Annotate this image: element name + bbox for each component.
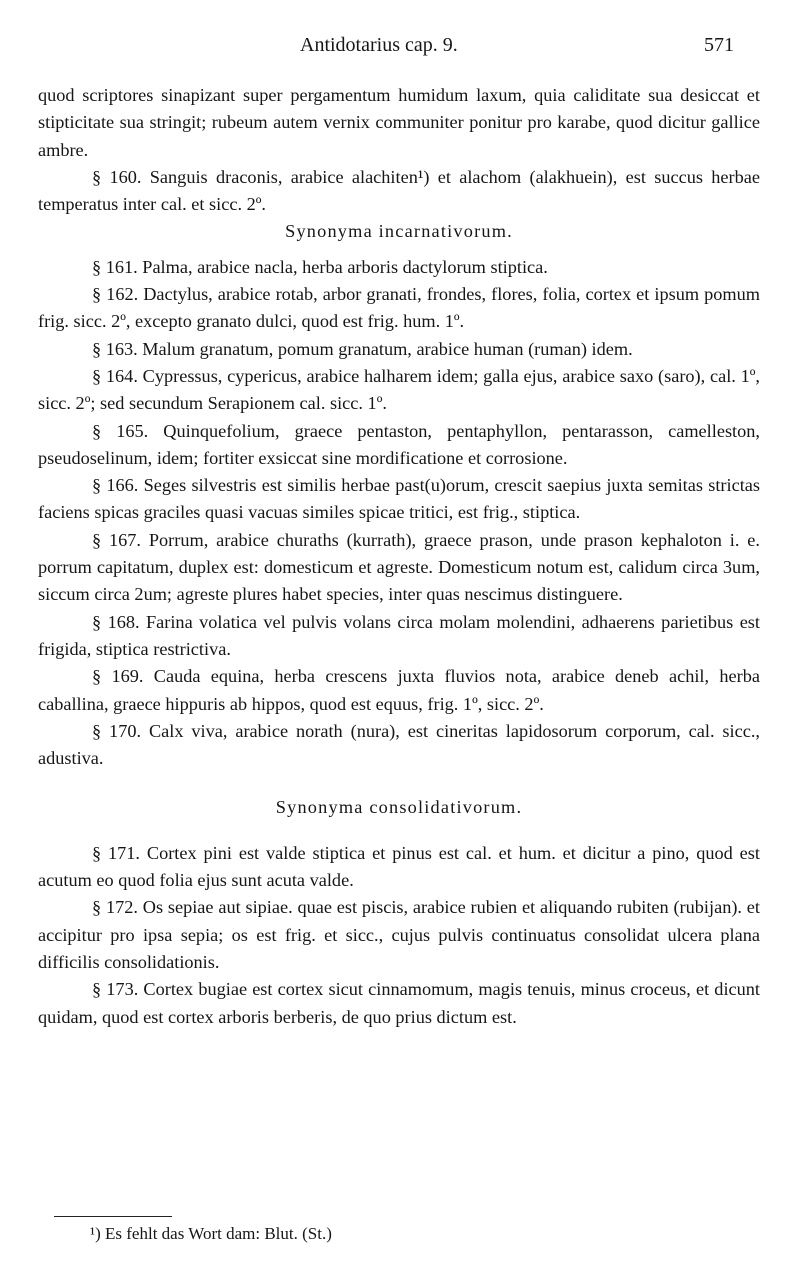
paragraph-164: § 164. Cypressus, cypericus, arabice halharem idem; galla ejus, arabice saxo (saro), cal. 1º, sicc. 2º; sed secundum Serapionem cal. sicc. 1º. <box>38 365 760 414</box>
page-header <box>0 30 800 70</box>
paragraph-172: § 172. Os sepiae aut sipiae. quae est piscis, arabice rubien et aliquando rubiten (rubijan). et accipitur pro ipsa sepia; os est frig. et sicc., cujus pulvis continuatus consolidat ulcera plana difficilis consolidationis. <box>38 897 760 972</box>
running-title: Antidotarius cap. 9. <box>300 34 458 56</box>
paragraph-169: § 169. Cauda equina, herba crescens juxta fluvios nota, arabice deneb achil, herba caballina, graece hippuris ab hippos, quod est equus, frig. 1º, sicc. 2º. <box>38 666 760 714</box>
footnote: ¹) Es fehlt das Wort dam: Blut. (St.) <box>90 1224 332 1243</box>
paragraph-166: § 166. Seges silvestris est similis herbae past(u)orum, crescit saepius juxta semitas strictas faciens spicas graciles quasi vacuas similes spicae tritici, est frig., stiptica. <box>38 475 760 523</box>
page-body <box>38 82 760 1031</box>
page-number: 571 <box>704 34 734 56</box>
paragraph-continuation: quod scriptores sinapizant super pergamentum humidum laxum, quia caliditate sua desiccat et stipticitate sua stringit; rubeum autem vernix communiter ponitur pro karabe, quod dicitur gallice ambre. <box>38 85 760 160</box>
paragraph-165: § 165. Quinquefolium, graece pentaston, pentaphyllon, pentarasson, camelleston, pseudoselinum, idem; fortiter exsiccat sine mordificatione et corrosione. <box>38 420 760 468</box>
paragraph-173: § 173. Cortex bugiae est cortex sicut cinnamomum, magis tenuis, minus croceus, et dicunt quidam, quod est cortex arboris berberis, de quo prius dictum est. <box>38 979 760 1027</box>
paragraph-168: § 168. Farina volatica vel pulvis volans circa molam molendini, adhaerens parietibus est frigida, stiptica restrictiva. <box>38 611 760 659</box>
paragraph-162: § 162. Dactylus, arabice rotab, arbor granati, frondes, flores, folia, cortex et ipsum pomum frig. sicc. 2º, excepto granato dulci, quod est frig. hum. 1º. <box>38 284 760 332</box>
paragraph-163: § 163. Malum granatum, pomum granatum, arabice human (ruman) idem. <box>92 338 633 359</box>
paragraph-167: § 167. Porrum, arabice churaths (kurrath), graece prason, unde prason kephaloton i. e. porrum capitatum, duplex est: domesticum et agreste. Domesticum notum est, calidum circa 3um, siccum circa 2um; agreste plures habet species, inter quas nescimus distinguere. <box>38 529 760 605</box>
paragraph-161: § 161. Palma, arabice nacla, herba arboris dactylorum stiptica. <box>92 256 548 277</box>
paragraph-171: § 171. Cortex pini est valde stiptica et pinus est cal. et hum. et dicitur a pino, quod est acutum eo quod folia ejus sunt acuta valde. <box>38 842 760 891</box>
paragraph-170: § 170. Calx viva, arabice norath (nura), est cineritas lapidosorum corporum, cal. sicc., adustiva. <box>38 720 760 769</box>
paragraph-160: § 160. Sanguis draconis, arabice alachiten¹) et alachom (alakhuein), est succus herbae temperatus inter cal. et sicc. 2º. <box>38 166 760 215</box>
footnote-rule <box>54 1216 172 1217</box>
section-heading-incarnativorum: Synonyma incarnativorum. <box>285 221 513 242</box>
section-heading-consolidativorum: Synonyma consolidativorum. <box>275 797 523 818</box>
